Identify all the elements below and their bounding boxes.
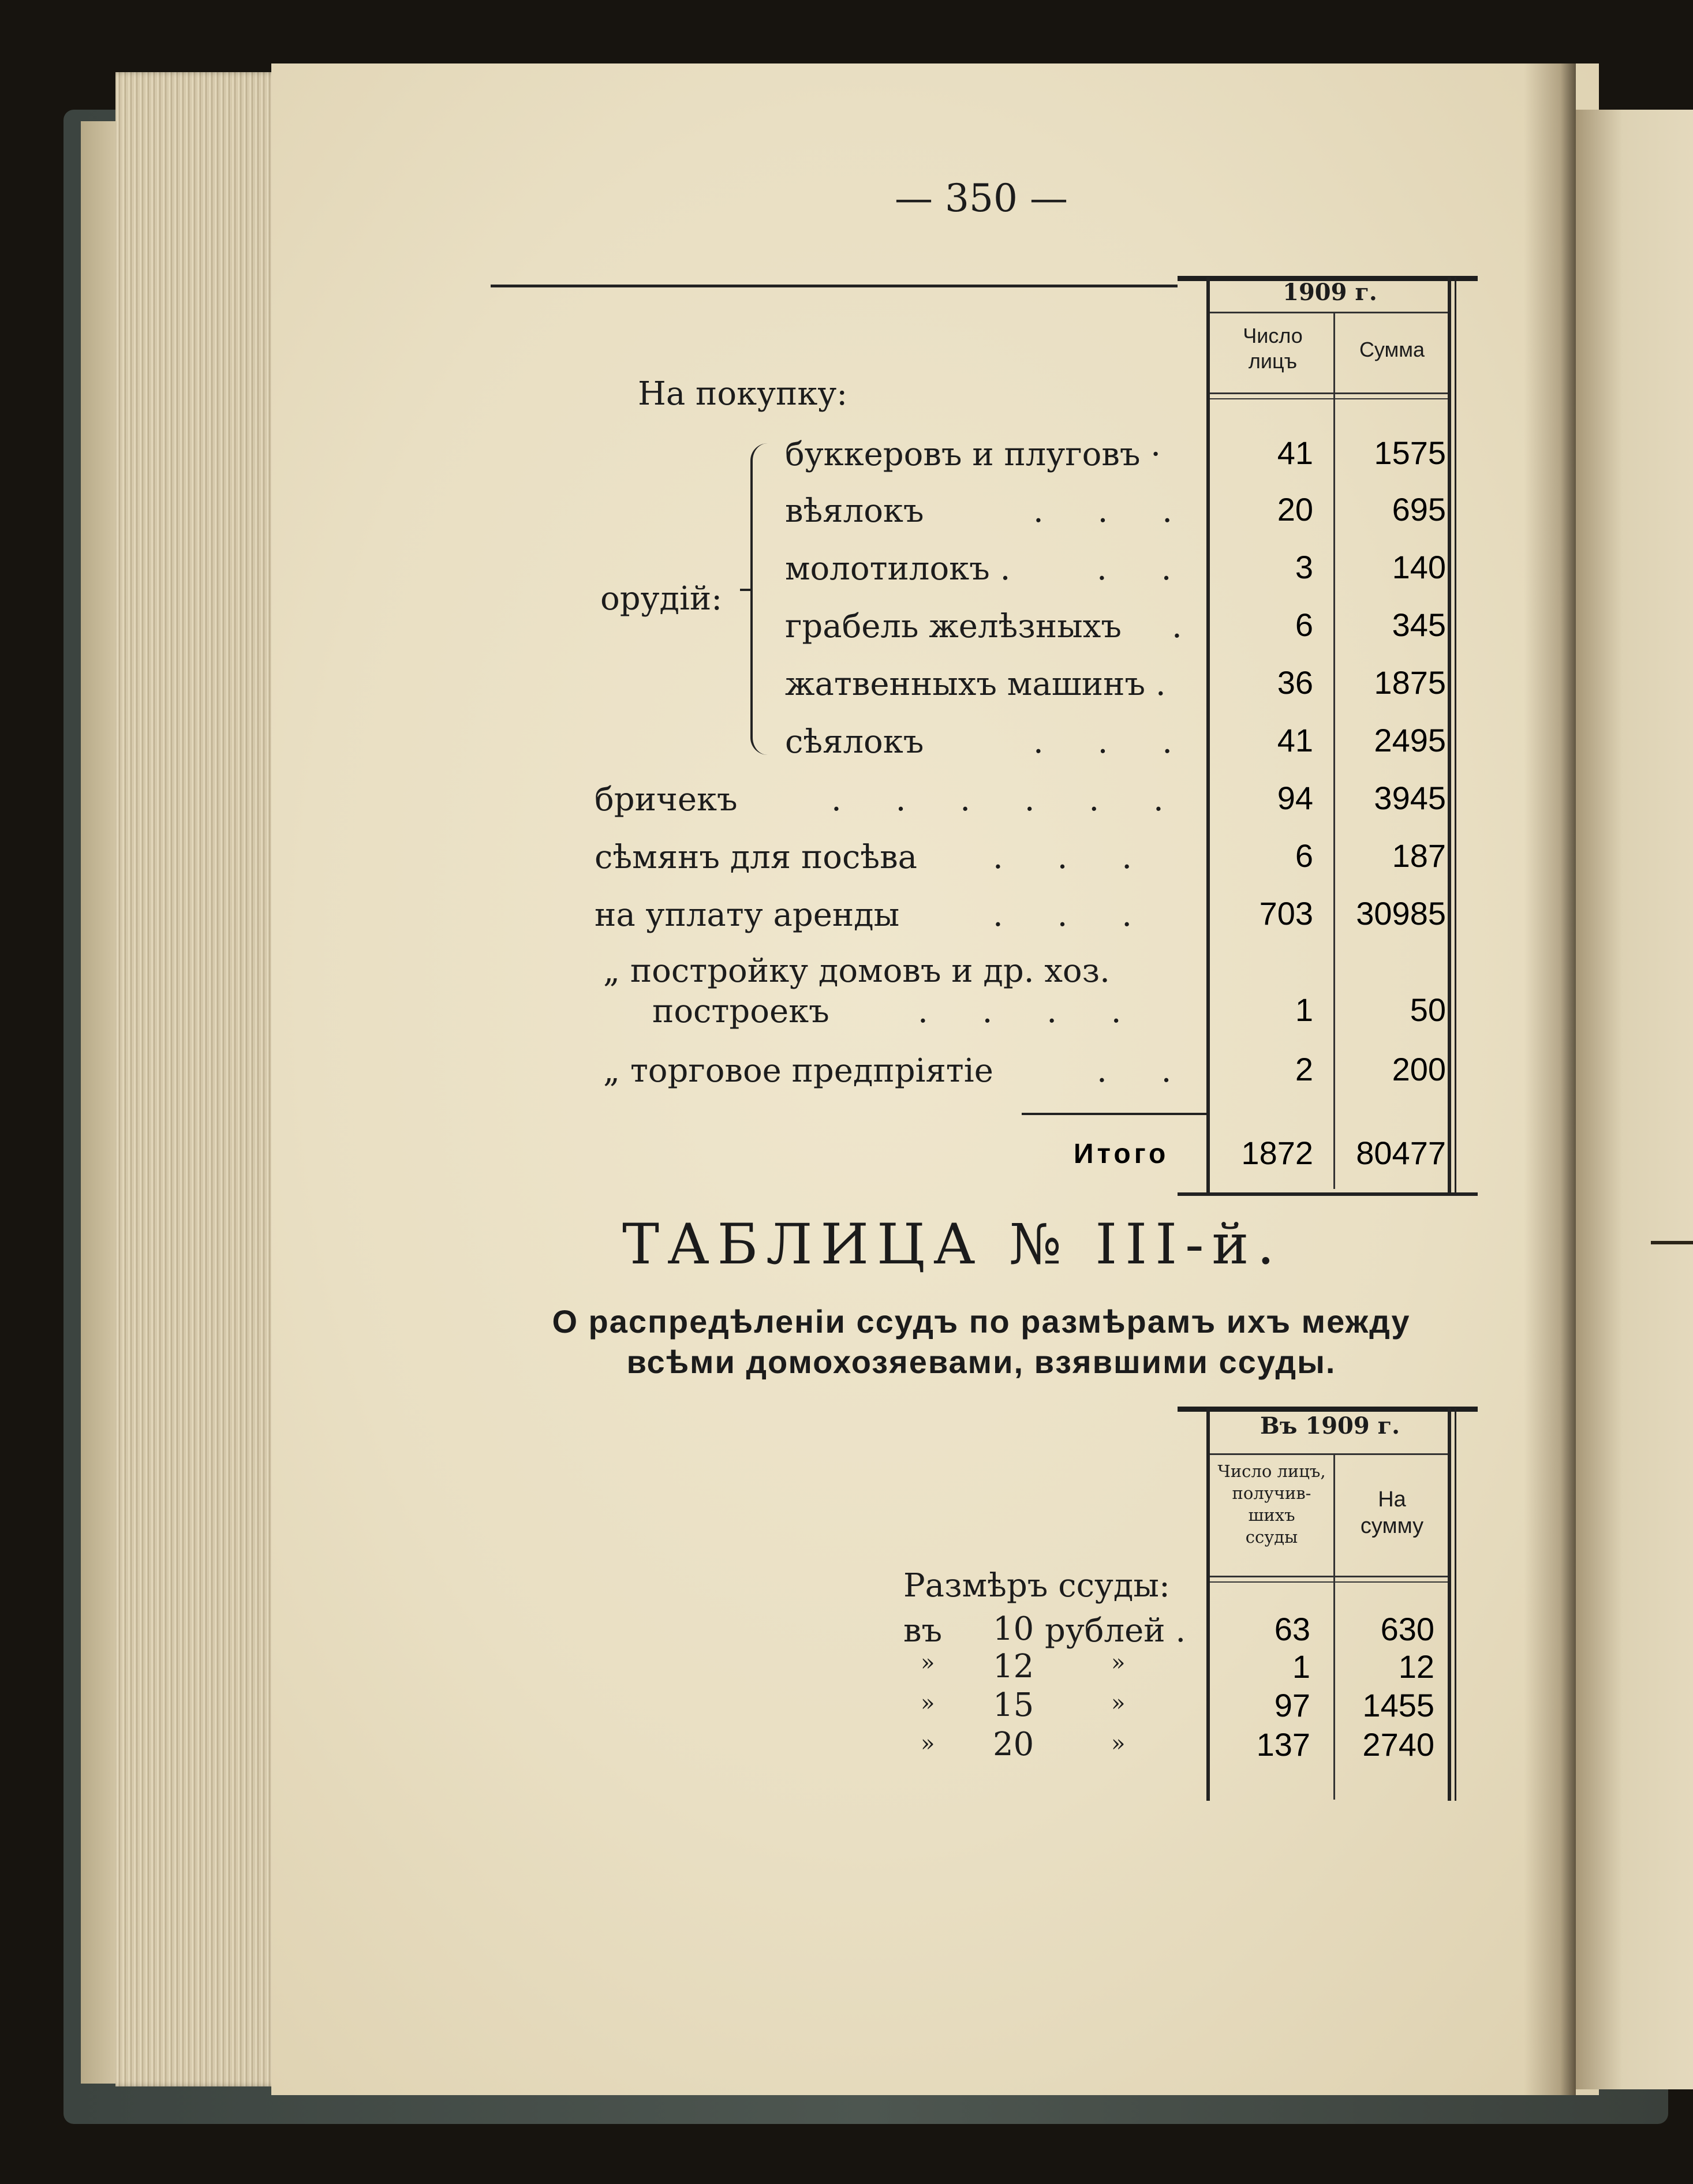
table1-right-border-outer [1455, 277, 1456, 1195]
table1-row-label: грабель желѣзныхъ [785, 608, 1122, 645]
table-subtitle [520, 1302, 1443, 1382]
table2-right-border-outer [1455, 1408, 1456, 1801]
table2-section-label: Размѣръ ссуды: [903, 1567, 1170, 1605]
facing-page-mark [1651, 1241, 1693, 1244]
table2-row-amount: 20 [993, 1726, 1034, 1763]
table1-top-rule [491, 285, 1178, 287]
table1-row-count: 20 [1277, 491, 1313, 528]
table1-subheader-rule [1210, 392, 1448, 394]
table2-header-rule [1178, 1407, 1478, 1412]
table2-right-border [1448, 1408, 1451, 1801]
table2-row-sum: 2740 [1362, 1726, 1434, 1763]
table2-row-sum: 1455 [1362, 1687, 1434, 1723]
facing-page [1576, 110, 1693, 2089]
table2-count-header: Число лицъ, получив- шихъ ссуды [1217, 1461, 1326, 1547]
table1-row-leader: . . . [1033, 492, 1195, 530]
table2-row-sum: 12 [1398, 1648, 1434, 1685]
table1-row-leader: . . [1097, 1052, 1194, 1090]
table1-group-label: орудій: [600, 580, 723, 618]
table2-year-rule [1210, 1453, 1448, 1455]
table1-total-label: Итого [1074, 1139, 1169, 1169]
table1-row-sum: 200 [1392, 1051, 1446, 1087]
table1-row-leader: . . . [993, 896, 1154, 934]
table2-row-prefix: » [921, 1650, 935, 1676]
table2-row-count: 63 [1274, 1611, 1310, 1647]
table2-row-prefix: » [921, 1690, 935, 1716]
table1-total-count: 1872 [1241, 1135, 1313, 1171]
table-subtitle-line: О распредѣленіи ссудъ по размѣрамъ ихъ между [552, 1303, 1411, 1340]
table1-count-header: Число лицъ [1243, 324, 1303, 373]
page-number: — 350 — [895, 176, 1068, 220]
table1-total-sum: 80477 [1356, 1135, 1446, 1171]
table1-row-leader: . [1172, 608, 1204, 645]
table2-row-unit: » [1111, 1690, 1126, 1716]
table1-row-count: 1 [1295, 992, 1313, 1028]
table1-left-border [1206, 277, 1210, 1195]
table1-row-sum: 345 [1392, 607, 1446, 643]
table1-row-label: сѣялокъ [785, 723, 924, 761]
table1-row-label: вѣялокъ [785, 492, 924, 530]
table1-row-count: 6 [1295, 607, 1313, 643]
table1-row-leader: . . [1097, 550, 1194, 588]
table-title: ТАБЛИЦА № III-й. [622, 1212, 1283, 1277]
table2-subheader-rule [1210, 1576, 1448, 1577]
table-subtitle-line: всѣми домохозяевами, взявшими ссуды. [626, 1344, 1336, 1380]
table1-right-border [1448, 277, 1451, 1195]
table1-section-label: На покупку: [638, 375, 848, 413]
table1-row-count: 41 [1277, 722, 1313, 758]
table1-group-brace-tip [740, 589, 753, 591]
table1-subheader-rule-2 [1210, 398, 1448, 399]
table1-row-count: 94 [1277, 780, 1313, 816]
table1-row-count: 3 [1295, 549, 1313, 585]
table2-row-amount: 12 [993, 1648, 1034, 1685]
table1-sum-header: Сумма [1359, 338, 1425, 361]
table2-row-unit: » [1111, 1650, 1126, 1676]
table1-row-sum: 1575 [1374, 435, 1446, 471]
table1-row-sum: 1875 [1374, 664, 1446, 701]
table1-row-sum: 140 [1392, 549, 1446, 585]
table2-row-count: 97 [1274, 1687, 1310, 1723]
table2-row-prefix: » [921, 1730, 935, 1757]
table2-row-prefix: въ [903, 1612, 943, 1650]
table2-row-amount: 10 [993, 1610, 1034, 1648]
table1-group-brace [750, 443, 776, 755]
table1-row-label: буккеровъ и плуговъ · [785, 436, 1161, 473]
table1-row-label: сѣмянъ для посѣва [595, 839, 918, 876]
table2-row-unit: рублей . [1045, 1612, 1186, 1650]
table1-row-count: 36 [1277, 664, 1313, 701]
table1-row-leader: . . . [1033, 723, 1195, 761]
table1-row-label: „ постройку домовъ и др. хоз. [603, 952, 1110, 990]
table1-row-count: 703 [1259, 895, 1313, 932]
table1-row-sum: 187 [1392, 837, 1446, 874]
table1-row-label-continued: построекъ [652, 993, 829, 1030]
table1-row-sum: 695 [1392, 491, 1446, 528]
table1-total-rule [1022, 1113, 1206, 1115]
table1-row-label: жатвенныхъ машинъ . [785, 665, 1166, 703]
table1-year-rule [1210, 312, 1448, 313]
table1-row-label: „ торговое предпріятіе [603, 1052, 993, 1090]
table1-row-label: молотилокъ . [785, 550, 1011, 588]
table1-row-leader: . . . [993, 839, 1154, 876]
table2-column-divider [1333, 1453, 1335, 1800]
table1-row-sum: 30985 [1356, 895, 1446, 932]
table2-row-sum: 630 [1380, 1611, 1434, 1647]
table2-row-count: 1 [1292, 1648, 1310, 1685]
table1-row-count: 41 [1277, 435, 1313, 471]
table1-column-divider [1333, 312, 1335, 1189]
table1-row-label: бричекъ [595, 781, 738, 818]
table1-row-sum: 2495 [1374, 722, 1446, 758]
table2-row-unit: » [1111, 1730, 1126, 1757]
table2-subheader-rule-2 [1210, 1581, 1448, 1583]
table1-row-sum: 3945 [1374, 780, 1446, 816]
table2-row-count: 137 [1256, 1726, 1310, 1763]
table1-row-leader: . . . . [918, 993, 1143, 1030]
table2-year-header: Въ 1909 г. [1260, 1412, 1400, 1439]
table2-row-amount: 15 [993, 1686, 1034, 1724]
table1-bottom-rule [1178, 1192, 1478, 1196]
table1-row-sum: 50 [1410, 992, 1446, 1028]
table1-row-leader: . . . . . . [831, 781, 1186, 818]
page-gutter [1524, 63, 1576, 2095]
table2-sum-header: На сумму [1360, 1487, 1424, 1538]
table1-row-label: на уплату аренды [595, 896, 900, 934]
table1-row-count: 2 [1295, 1051, 1313, 1087]
table1-row-count: 6 [1295, 837, 1313, 874]
table1-year-header: 1909 г. [1283, 279, 1377, 306]
